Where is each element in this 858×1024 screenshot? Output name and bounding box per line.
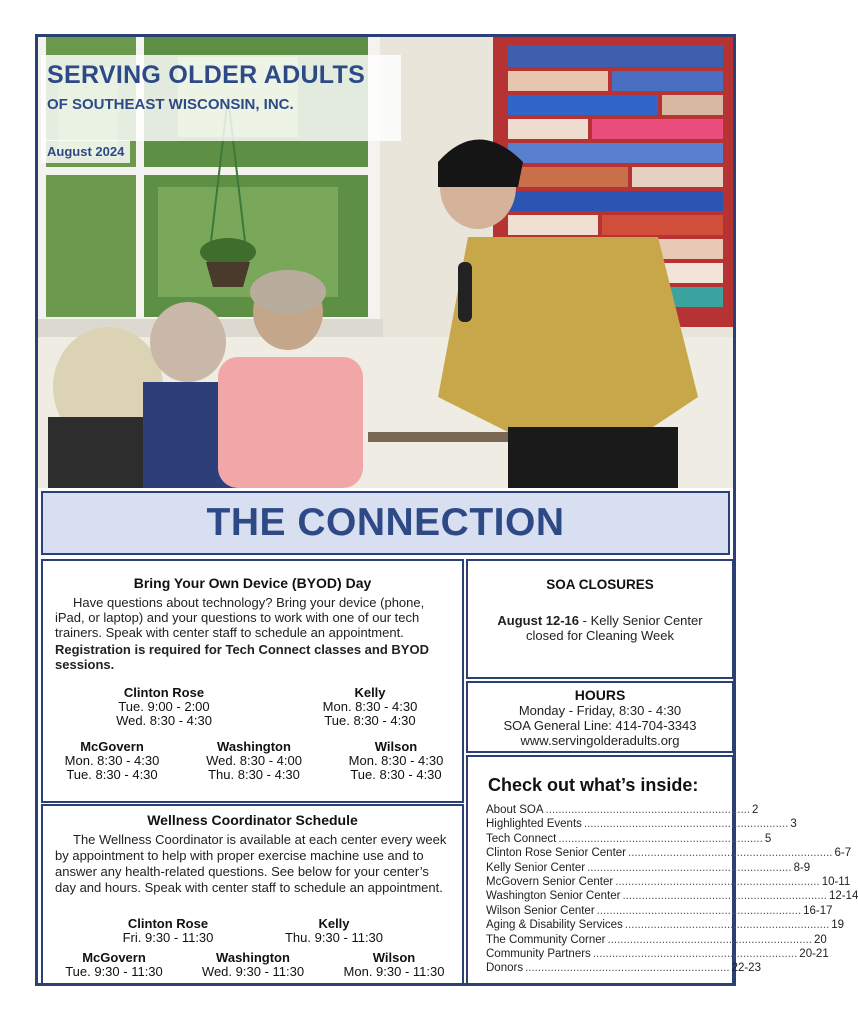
toc-item: Kelly Senior Center ................................................................ 8-9: [486, 861, 811, 874]
wellness-section: [41, 804, 464, 985]
wellness-title: Wellness Coordinator Schedule: [147, 812, 358, 828]
wellness-center-wilson: Wilson Mon. 9:30 - 11:30: [343, 950, 445, 979]
hours-website: www.servingolderadults.org: [520, 733, 680, 748]
closures-title: SOA CLOSURES: [546, 577, 654, 592]
wellness-center-washington: Washington Wed. 9:30 - 11:30: [201, 950, 305, 979]
wellness-center-mcgovern: McGovern Tue. 9:30 - 11:30: [65, 950, 163, 979]
toc-item: The Community Corner ................................................................ 20: [486, 933, 827, 946]
wellness-center-clinton-rose: Clinton Rose Fri. 9:30 - 11:30: [122, 916, 214, 945]
contents-list: [486, 803, 858, 976]
issue-date: August 2024: [41, 140, 130, 163]
newsletter-page: [35, 34, 858, 986]
toc-item: Highlighted Events ................................................................ 3: [486, 818, 797, 831]
toc-item: Washington Senior Center ................................................................ 12-14: [486, 890, 858, 903]
toc-item: McGovern Senior Center ................................................................ 10-11: [486, 876, 851, 889]
newsletter-title-band: [41, 491, 730, 555]
closures-detail: [478, 613, 722, 643]
org-name: SERVING OLDER ADULTS: [47, 61, 366, 89]
byod-center-washington: Washington Wed. 8:30 - 4:00 Thu. 8:30 - 4:30: [206, 739, 302, 782]
byod-center-mcgovern: McGovern Mon. 8:30 - 4:30 Tue. 8:30 - 4:30: [64, 739, 160, 782]
toc-item: Tech Connect ................................................................ 5: [486, 832, 772, 845]
newsletter-title: THE CONNECTION: [206, 501, 565, 544]
closures-date: August 12-16: [497, 613, 580, 628]
byod-center-clinton-rose: Clinton Rose Tue. 9:00 - 2:00 Wed. 8:30 - 4:30: [116, 685, 212, 728]
toc-item: Community Partners ................................................................ 20-21: [486, 948, 829, 961]
byod-registration-note: Registration is required for Tech Connect classes and BYOD sessions.: [55, 642, 429, 672]
closures-description: - Kelly Senior Center closed for Cleaning Week: [526, 613, 703, 643]
byod-center-kelly: Kelly Mon. 8:30 - 4:30 Tue. 8:30 - 4:30: [322, 685, 418, 728]
closures-section: [466, 559, 734, 679]
byod-title: Bring Your Own Device (BYOD) Day: [133, 575, 372, 591]
toc-item: About SOA ................................................................ 2: [486, 804, 759, 816]
wellness-body: The Wellness Coordinator is available at each center every week by appointment to help with proper exercise machine use and to answer any health-related questions. See below for your center’s day and hours. Speak with center staff to schedule an appointment.: [55, 832, 447, 895]
contents-title: Check out what’s inside:: [488, 775, 699, 795]
toc-item: Donors ................................................................ 22-23: [486, 962, 761, 975]
wellness-center-kelly: Kelly Thu. 9:30 - 11:30: [284, 916, 384, 945]
hours-phone: SOA General Line: 414-704-3343: [503, 718, 697, 733]
toc-item: Clinton Rose Senior Center ................................................................ 6-7: [486, 847, 852, 860]
hours-weekdays: Monday - Friday, 8:30 - 4:30: [518, 703, 682, 718]
hours-title: HOURS: [574, 687, 626, 703]
contents-section: [466, 755, 858, 985]
byod-body: Have questions about technology? Bring your device (phone, iPad, or laptop) and your questions to work with one of our tech trainers. Speak with center staff to schedule an appointment.: [55, 595, 425, 640]
org-name-subline: OF SOUTHEAST WISCONSIN, INC.: [47, 96, 294, 113]
byod-center-wilson: Wilson Mon. 8:30 - 4:30 Tue. 8:30 - 4:30: [348, 739, 444, 782]
toc-item: Wilson Senior Center ................................................................ 16-17: [486, 904, 833, 917]
byod-section: [41, 559, 464, 803]
hours-section: [466, 681, 734, 753]
toc-item: Aging & Disability Services ................................................................ 19: [486, 919, 845, 932]
masthead: [41, 55, 401, 141]
cover-photo: [38, 37, 733, 488]
